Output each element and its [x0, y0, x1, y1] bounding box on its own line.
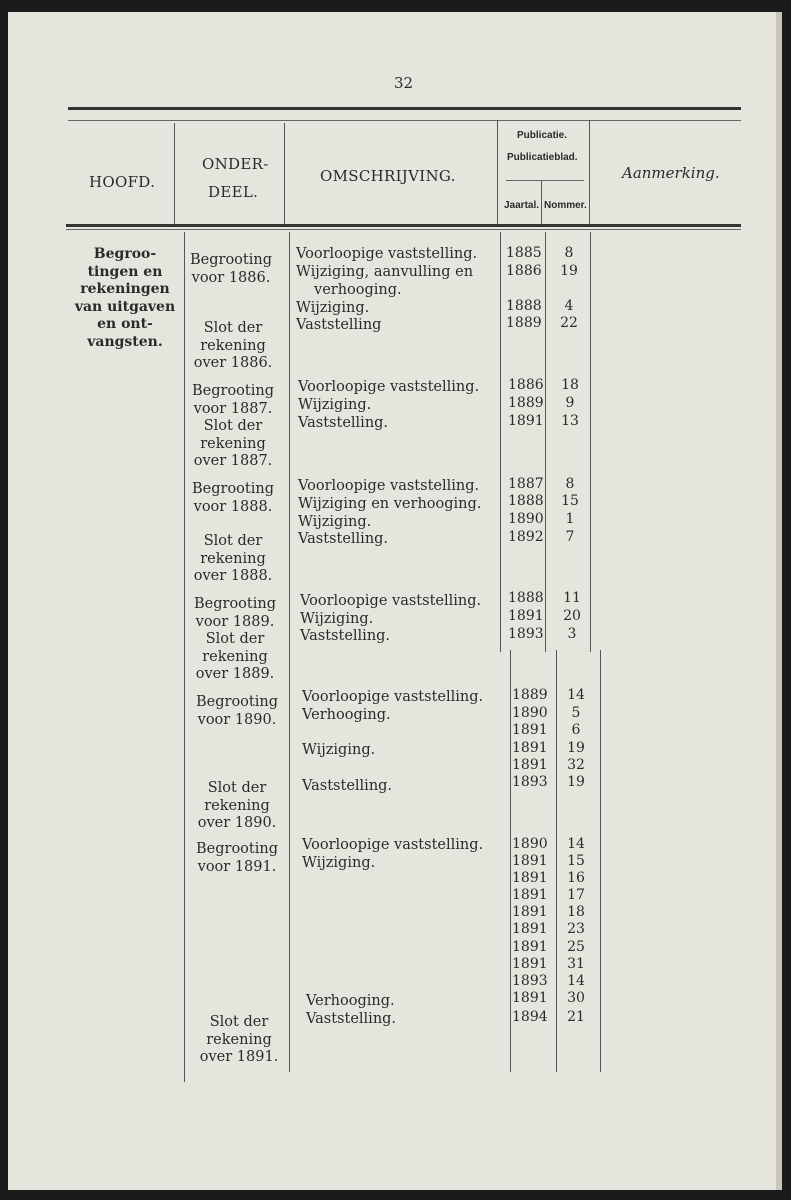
jaartal-value: 1891: [512, 939, 548, 955]
nommer-value: 3: [567, 626, 577, 642]
jaartal-value: 1891: [508, 608, 544, 624]
jaartal-value: 1893: [508, 626, 544, 642]
onderdeel-begrooting-1887: [178, 383, 288, 418]
onderdeel-line: Slot der: [203, 320, 263, 336]
header-nommer: Nommer.: [544, 200, 587, 211]
body-divider-5a: [590, 232, 591, 652]
omschrijving-line: Wijziging.: [302, 742, 376, 758]
onderdeel-slot-1887: [178, 418, 288, 471]
nommer-value: 18: [567, 904, 585, 920]
onderdeel-line: Begrooting: [196, 694, 278, 710]
jaartal-value: 1886: [508, 377, 544, 393]
omschrijving-line: Voorloopige vaststelling.: [298, 379, 480, 395]
omschrijving-line: Vaststelling.: [300, 628, 391, 644]
hoofd-line: vangsten.: [87, 333, 163, 350]
hoofd-line: en ont-: [97, 316, 153, 332]
onderdeel-line: voor 1891.: [197, 858, 277, 875]
header-divider-3: [497, 120, 498, 225]
onderdeel-line: rekening: [202, 648, 268, 665]
nommer-value: 19: [567, 740, 585, 756]
header-divider-jaartal-nommer: [541, 180, 542, 225]
onderdeel-line: voor 1888.: [193, 498, 273, 515]
omschrijving-line: Vaststelling.: [306, 1011, 397, 1027]
jaartal-value: 1885: [506, 245, 542, 261]
header-hoofd: HOOFD.: [89, 173, 156, 191]
onderdeel-line: Begrooting: [192, 383, 274, 399]
hoofd-line: tingen en: [87, 263, 163, 280]
omschrijving-line: Wijziging.: [302, 855, 376, 871]
nommer-value: 1: [565, 511, 575, 527]
omschrijving-line: Voorloopige vaststelling.: [300, 593, 482, 609]
onderdeel-line: rekening: [206, 1031, 272, 1048]
onderdeel-slot-1890: [182, 780, 292, 833]
jaartal-value: 1888: [508, 590, 544, 606]
nommer-value: 19: [567, 774, 585, 790]
nommer-value: 18: [561, 377, 579, 393]
onderdeel-begrooting-1888: [178, 481, 288, 516]
hoofd-line: van uitgaven: [74, 298, 176, 315]
jaartal-value: 1888: [508, 493, 544, 509]
onderdeel-slot-1891: [184, 1014, 294, 1067]
header-bottom-rule-thin: [66, 229, 741, 230]
jaartal-value: 1890: [508, 511, 544, 527]
onderdeel-line: Slot der: [205, 631, 265, 647]
onderdeel-begrooting-1890: [182, 694, 292, 729]
body-divider-3b: [510, 650, 511, 1072]
nommer-value: 21: [567, 1009, 585, 1025]
nommer-value: 15: [561, 493, 579, 509]
jaartal-value: 1893: [512, 973, 548, 989]
omschrijving-line: Vaststelling.: [298, 531, 389, 547]
nommer-value: 14: [567, 687, 585, 703]
omschrijving-line: Vaststelling: [296, 317, 382, 333]
jaartal-value: 1892: [508, 529, 544, 545]
header-bottom-rule-thick: [66, 224, 741, 227]
nommer-value: 20: [563, 608, 581, 624]
onderdeel-line: rekening: [200, 435, 266, 452]
onderdeel-slot-1889: [180, 631, 290, 684]
onderdeel-line: Slot der: [203, 533, 263, 549]
omschrijving-line: Verhooging.: [306, 993, 395, 1009]
header-omschrijving: OMSCHRIJVING.: [320, 167, 456, 185]
omschrijving-line: Verhooging.: [302, 707, 391, 723]
body-divider-3a: [500, 232, 501, 652]
nommer-value: 5: [571, 705, 581, 721]
onderdeel-begrooting-1886: [176, 252, 286, 287]
omschrijving-line: Voorloopige vaststelling.: [296, 246, 478, 262]
jaartal-value: 1891: [512, 887, 548, 903]
onderdeel-line: over 1891.: [199, 1049, 279, 1065]
onderdeel-slot-1886: [178, 320, 288, 373]
header-publicatieblad: Publicatieblad.: [507, 152, 578, 163]
jaartal-value: 1889: [512, 687, 548, 703]
nommer-value: 14: [567, 973, 585, 989]
omschrijving-line: Wijziging.: [300, 611, 374, 627]
nommer-value: 17: [567, 887, 585, 903]
jaartal-value: 1890: [512, 836, 548, 852]
publicatie-underline: [506, 180, 584, 181]
nommer-value: 19: [560, 263, 578, 279]
omschrijving-line: Wijziging en verhooging.: [298, 496, 482, 512]
onderdeel-begrooting-1891: [182, 841, 292, 876]
jaartal-value: 1891: [512, 757, 548, 773]
jaartal-value: 1889: [508, 395, 544, 411]
nommer-value: 6: [571, 722, 581, 738]
omschrijving-line: Wijziging.: [298, 514, 372, 530]
nommer-value: 13: [561, 413, 579, 429]
omschrijving-line: verhooging.: [314, 282, 402, 298]
onderdeel-line: voor 1887.: [193, 400, 273, 417]
onderdeel-line: Begrooting: [196, 841, 278, 857]
nommer-value: 30: [567, 990, 585, 1006]
header-divider-2: [284, 123, 285, 225]
onderdeel-line: voor 1886.: [191, 269, 271, 286]
jaartal-value: 1886: [506, 263, 542, 279]
omschrijving-line: Vaststelling.: [298, 415, 389, 431]
nommer-value: 8: [564, 245, 574, 261]
jaartal-value: 1891: [512, 870, 548, 886]
jaartal-value: 1893: [512, 774, 548, 790]
body-divider-4a: [545, 232, 546, 652]
onderdeel-line: rekening: [200, 550, 266, 567]
onderdeel-line: rekening: [204, 797, 270, 814]
header-publicatie: Publicatie.: [517, 130, 568, 141]
jaartal-value: 1894: [512, 1009, 548, 1025]
header-onderdeel-line2: DEEL.: [208, 183, 259, 201]
onderdeel-line: Begrooting: [190, 252, 272, 268]
jaartal-value: 1891: [512, 853, 548, 869]
jaartal-value: 1891: [512, 740, 548, 756]
nommer-value: 31: [567, 956, 585, 972]
onderdeel-line: over 1888.: [193, 568, 273, 584]
nommer-value: 7: [565, 529, 575, 545]
body-divider-5b: [600, 650, 601, 1072]
omschrijving-line: Wijziging, aanvulling en: [296, 264, 474, 280]
jaartal-value: 1887: [508, 476, 544, 492]
onderdeel-line: voor 1889.: [195, 613, 275, 630]
nommer-value: 8: [565, 476, 575, 492]
nommer-value: 4: [564, 298, 574, 314]
jaartal-value: 1891: [512, 904, 548, 920]
onderdeel-line: voor 1890.: [197, 711, 277, 728]
onderdeel-line: rekening: [200, 337, 266, 354]
header-onderdeel-line1: ONDER-: [202, 155, 269, 173]
onderdeel-line: Begrooting: [192, 481, 274, 497]
header-top-rule-thick: [68, 107, 741, 110]
jaartal-value: 1891: [508, 413, 544, 429]
jaartal-value: 1889: [506, 315, 542, 331]
omschrijving-line: Wijziging.: [298, 397, 372, 413]
nommer-value: 15: [567, 853, 585, 869]
jaartal-value: 1890: [512, 705, 548, 721]
nommer-value: 16: [567, 870, 585, 886]
jaartal-value: 1891: [512, 921, 548, 937]
nommer-value: 11: [563, 590, 581, 606]
nommer-value: 32: [567, 757, 585, 773]
jaartal-value: 1891: [512, 956, 548, 972]
header-top-rule-thin: [68, 120, 741, 121]
onderdeel-line: Slot der: [209, 1014, 269, 1030]
omschrijving-line: Voorloopige vaststelling.: [302, 837, 484, 853]
omschrijving-line: Voorloopige vaststelling.: [302, 689, 484, 705]
hoofd-block: [70, 246, 180, 351]
header-divider-4: [589, 120, 590, 225]
header-aanmerking: Aanmerking.: [622, 164, 720, 182]
omschrijving-line: Vaststelling.: [302, 778, 393, 794]
hoofd-line: Begroo-: [93, 246, 157, 262]
omschrijving-line: Wijziging.: [296, 300, 370, 316]
page-edge: [776, 12, 782, 1190]
onderdeel-line: over 1889.: [195, 666, 275, 682]
nommer-value: 14: [567, 836, 585, 852]
header-divider-1: [174, 123, 175, 225]
header-jaartal: Jaartal.: [504, 200, 540, 211]
onderdeel-begrooting-1889: [180, 596, 290, 631]
jaartal-value: 1888: [506, 298, 542, 314]
onderdeel-slot-1888: [178, 533, 288, 586]
jaartal-value: 1891: [512, 990, 548, 1006]
onderdeel-line: Begrooting: [194, 596, 276, 612]
nommer-value: 9: [565, 395, 575, 411]
onderdeel-line: over 1886.: [193, 355, 273, 371]
onderdeel-line: Slot der: [203, 418, 263, 434]
onderdeel-line: Slot der: [207, 780, 267, 796]
hoofd-line: rekeningen: [80, 281, 170, 297]
nommer-value: 25: [567, 939, 585, 955]
nommer-value: 23: [567, 921, 585, 937]
page-number: 32: [394, 74, 414, 92]
nommer-value: 22: [560, 315, 578, 331]
jaartal-value: 1891: [512, 722, 548, 738]
onderdeel-line: over 1887.: [193, 453, 273, 469]
omschrijving-line: Voorloopige vaststelling.: [298, 478, 480, 494]
onderdeel-line: over 1890.: [197, 815, 277, 831]
